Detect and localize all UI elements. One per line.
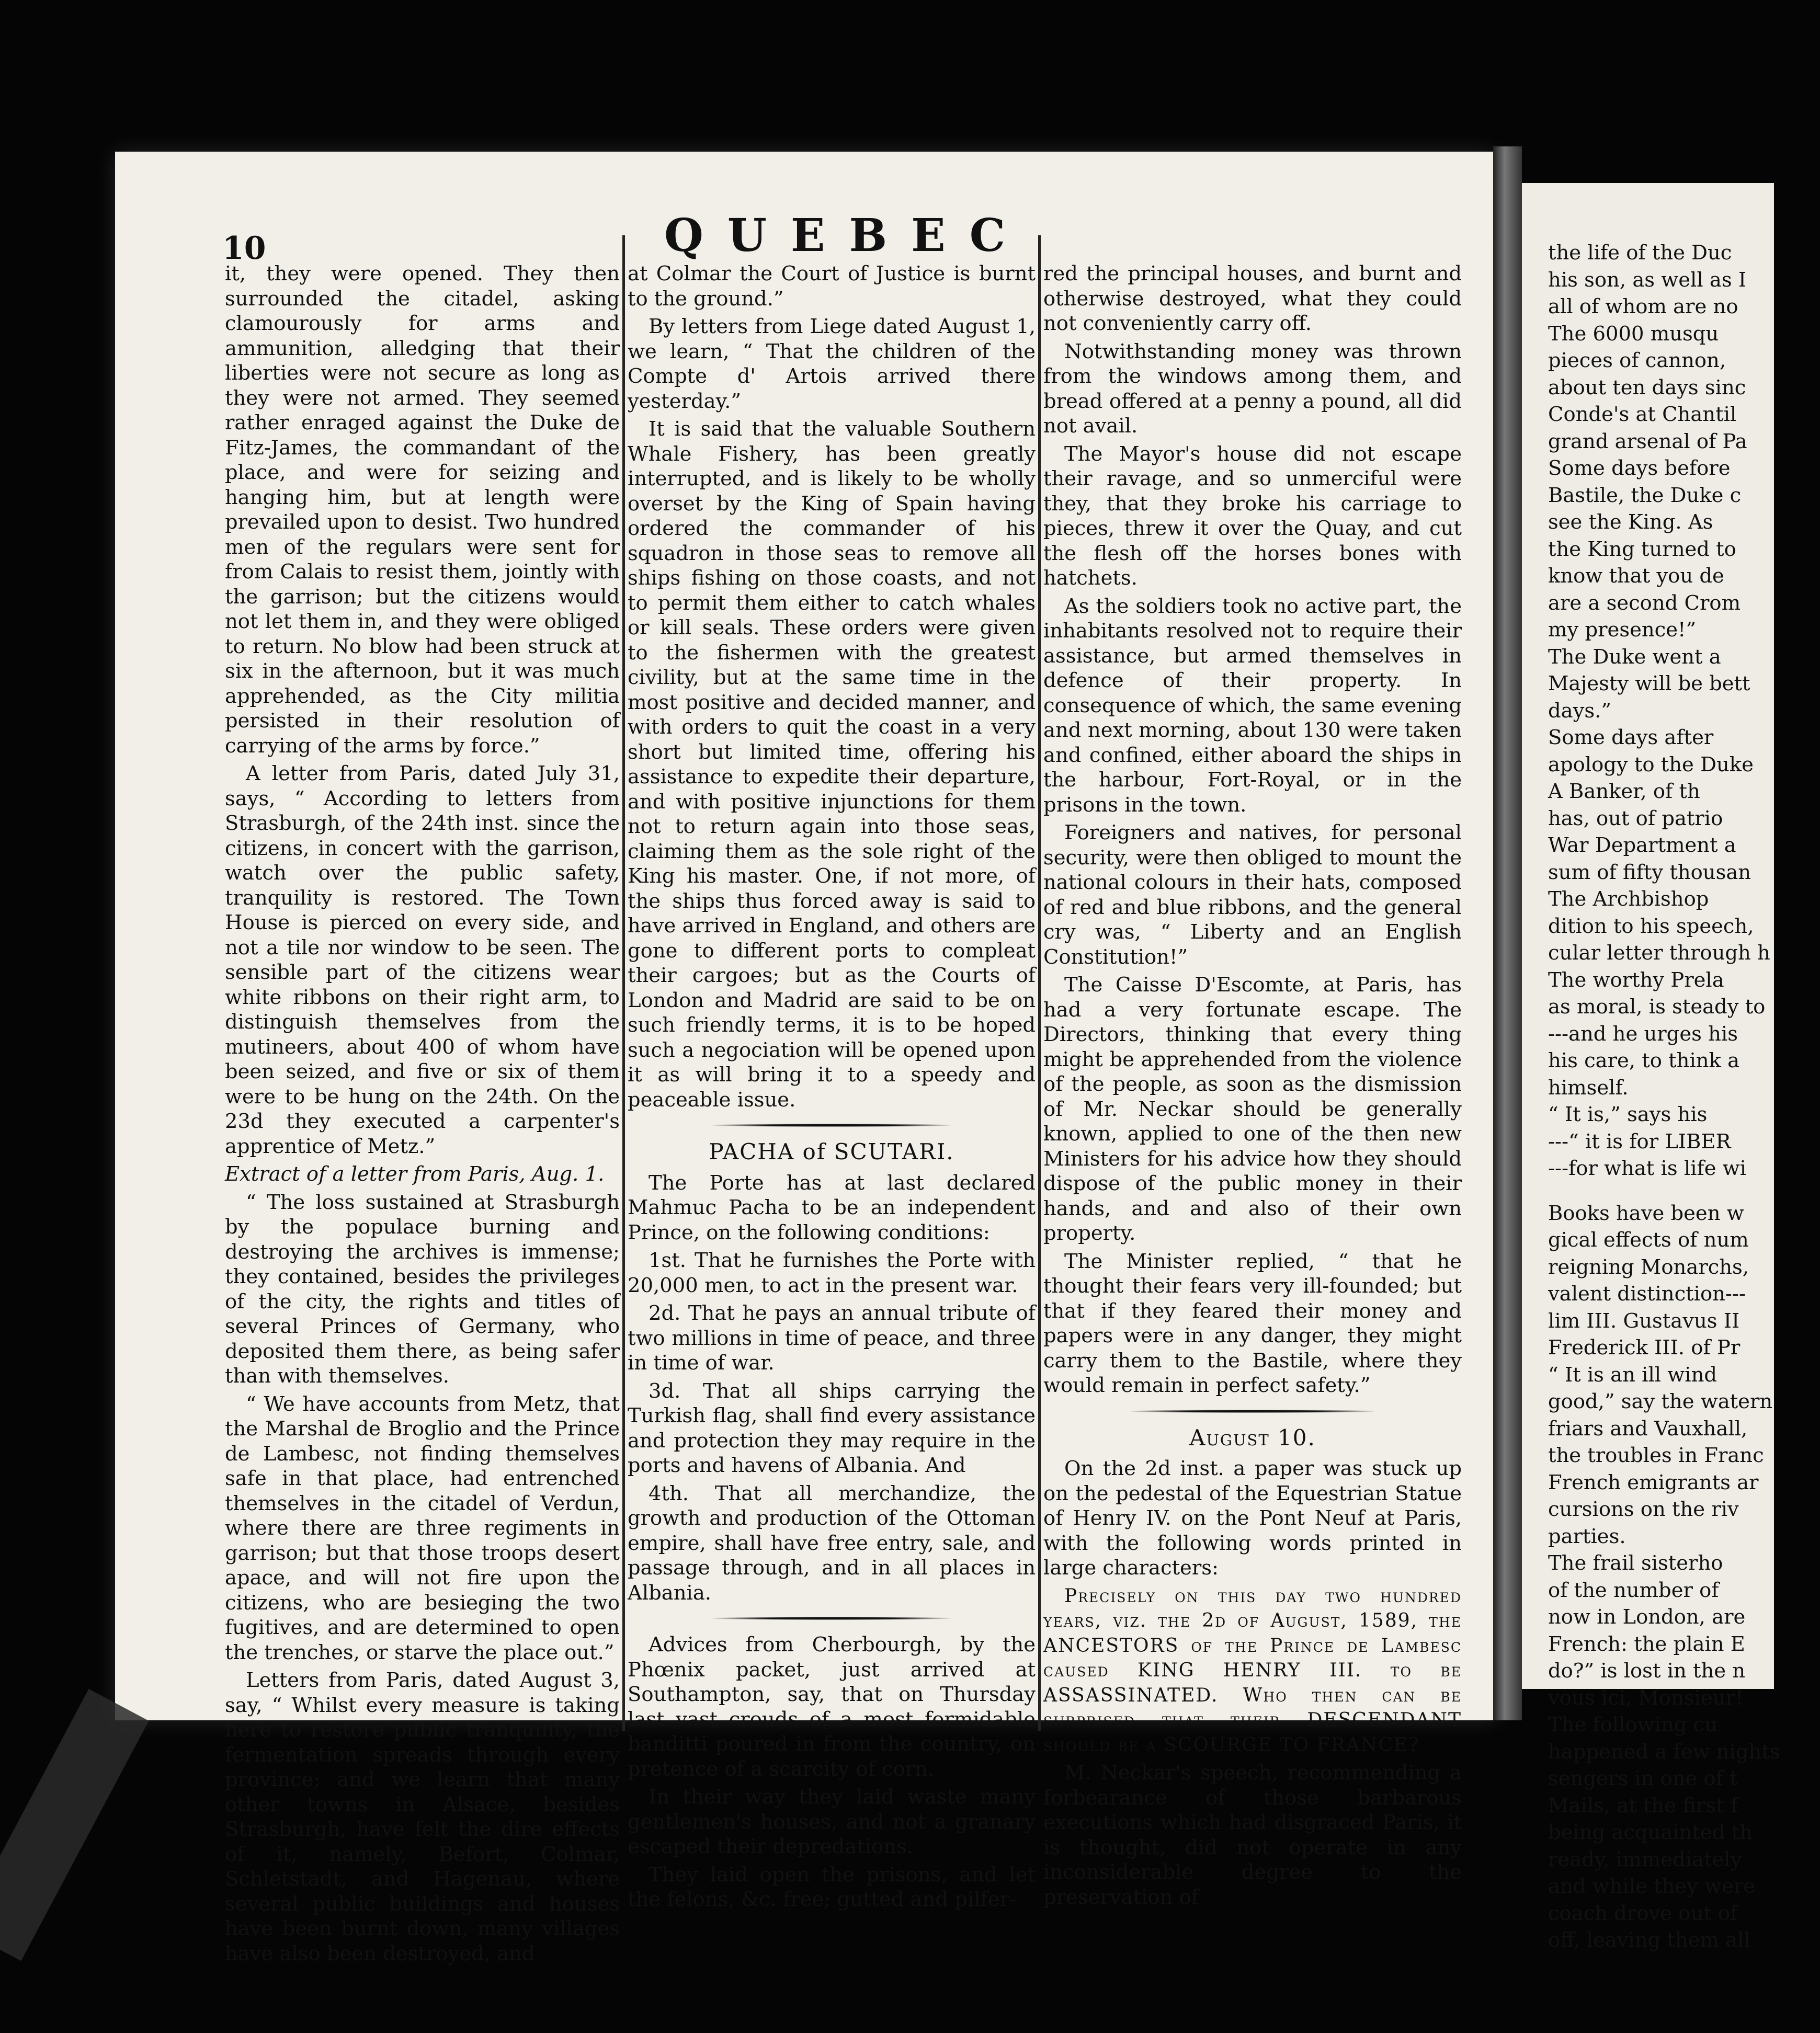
paragraph: “ The loss sustained at Strasburgh by the populace burning and destroying the archives is immense; they contained, besides the privileges of the city, the rights and titles of several Princes of Germany, who deposited them there, as being safer than with themselves.: [225, 1190, 620, 1388]
paragraph: A letter from Paris, dated July 31, says, “ According to letters from Strasburgh, of the 24th inst. since the citizens, in concert with the garrison, watch over the public safety, tranquility is restored. The Town House is pierced on every side, and not a tile nor window to be seen. The sensible part of the citizens wear white ribbons on their right arm, to distinguish themselves from the mutineers, about 400 of whom have been seized, and five or six of them were to be hung on the 24th. On the 23d they executed a carpenter's apprentice of Metz.”: [225, 762, 620, 1158]
text-line: pieces of cannon,: [1548, 349, 1726, 372]
section-heading: August 10.: [1189, 1424, 1316, 1450]
paragraph: red the principal houses, and burnt and otherwise destroyed, what they could not conveniently carry off.: [1043, 262, 1462, 335]
text-line: cursions on the riv: [1548, 1498, 1739, 1521]
text-line: do?” is lost in the n: [1548, 1659, 1746, 1683]
text-line: Some days before: [1548, 456, 1731, 480]
text-line: dition to his speech,: [1548, 914, 1754, 938]
text-line: the King turned to: [1548, 537, 1736, 561]
text-line: The Archbishop: [1548, 887, 1709, 911]
column-3: [1043, 261, 1462, 1909]
paragraph: The Mayor's house did not escape their ravage, and so unmerciful were they, that they broke his carriage to pieces, threw it over the Quay, and cut the flesh off the horses bones with hatchets.: [1043, 442, 1462, 590]
paragraph: 4th. That all merchandize, the growth and production of the Ottoman empire, shall have free entry, sale, and passage through, and in all places in Albania.: [628, 1481, 1036, 1605]
section-divider: [713, 1617, 950, 1620]
paragraph: Precisely on this day two hundred years, viz. the 2d of August, 1589, the ANCESTORS of the Prince de Lambesc caused KING HENRY III. to be ASSASSINATED. Who then can be surprised that their DESCENDANT should be a SCOURGE TO FRANCE?: [1043, 1585, 1462, 1756]
section-divider: [1131, 1410, 1374, 1413]
paragraph: M. Neckar's speech, recommending a forbearance of those barbarous executions which had disgraced Paris, it is thought, did not operate in any inconsiderable degree to the preservation of: [1043, 1761, 1462, 1909]
column-1: [225, 261, 620, 1966]
text-line: as moral, is steady to: [1548, 995, 1766, 1019]
text-line: my presence!”: [1548, 618, 1697, 642]
text-line: has, out of patrio: [1548, 806, 1723, 830]
text-line: coach drove out of: [1548, 1901, 1738, 1925]
text-line: “ It is an ill wind: [1548, 1363, 1717, 1387]
text-line: The frail sisterho: [1548, 1551, 1723, 1575]
text-line: cular letter through h: [1548, 941, 1770, 965]
paragraph: In their way they laid waste many gentlemen's houses, and not a granary escaped their depredations.: [628, 1785, 1036, 1858]
text-line: The 6000 musqu: [1548, 322, 1719, 346]
text-line: The Duke went a: [1548, 645, 1721, 669]
paragraph: On the 2d inst. a paper was stuck up on the pedestal of the Equestrian Statue of Henry IV. on the Pont Neuf at Paris, with the following words printed in large characters:: [1043, 1457, 1462, 1580]
scanner-clamp: [0, 1689, 149, 1961]
text-line: his son, as well as I: [1548, 268, 1747, 292]
facing-page: [1522, 183, 1780, 1952]
section-divider: [713, 1124, 950, 1127]
text-line: now in London, are: [1548, 1605, 1746, 1629]
paragraph: Advices from Cherbourgh, by the Phœnix packet, just arrived at Southampton, say, that on Thursday last vast crouds of a most formidable banditti poured in from the country, on pretence of a scarcity of corn.: [628, 1633, 1036, 1781]
text-line: ---“ it is for LIBER: [1548, 1129, 1731, 1153]
text-line: reigning Monarchs,: [1548, 1255, 1749, 1279]
column-rule: [622, 235, 625, 1731]
text-line: Majesty will be bett: [1548, 672, 1750, 695]
text-line: friars and Vauxhall,: [1548, 1417, 1748, 1441]
paragraph: It is said that the valuable Southern Whale Fishery, has been greatly interrupted, and is likely to be wholly overset by the King of Spain having ordered the commander of his squadron in those seas to remove all ships fishing on those coasts, and not to permit them either to catch whales or kill seals. These orders were given to the fishermen with the greatest civility, but at the same time in the most positive and decided manner, and with orders to quit the coast in a very short but limited time, offering his assistance to expedite their departure, and with positive injunctions for them not to return again into those seas, claiming them as the sole right of the King his master. One, if not more, of the ships thus forced away is said to have arrived in England, and others are gone to different ports to compleat their cargoes; but as the Courts of London and Madrid are said to be on such friendly terms, it is to be hoped such a negociation will be opened upon it as will bring it to a speedy and peaceable issue.: [628, 417, 1036, 1112]
text-line: about ten days sinc: [1548, 375, 1746, 399]
paragraph: The Caisse D'Escomte, at Paris, has had a very fortunate escape. The Directors, thinking that every thing might be apprehended from the violence of the people, as soon as the dismission of Mr. Neckar should be generally known, applied to one of the then new Ministers for his advice how they should dispose of the public money in their hands, and and also of their own property.: [1043, 973, 1462, 1245]
text-line: The following cu: [1548, 1713, 1718, 1737]
paragraph: it, they were opened. They then surrounded the citadel, asking clamourously for arms and ammunition, alledging that their liberties were not secure as long as they were not armed. They seemed rather enraged against the Duke de Fitz-James, the commandant of the place, and were for seizing and hanging him, but at length were prevailed upon to desist. Two hundred men of the regulars were sent for from Calais to resist them, jointly with the garrison; but the citizens would not let them in, and they were obliged to return. No blow had been struck at six in the afternoon, but it was much apprehended, as the City militia persisted in their resolution of carrying of the arms by force.”: [225, 262, 620, 758]
text-line: War Department a: [1548, 833, 1736, 857]
text-line: know that you de: [1548, 564, 1724, 588]
page-number: 10: [222, 230, 266, 267]
text-line: being acquainted th: [1548, 1821, 1753, 1844]
paragraph: By letters from Liege dated August 1, we learn, “ That the children of the Compte d' Artois arrived there yesterday.”: [628, 315, 1036, 413]
text-line: ---for what is life wi: [1548, 1157, 1746, 1180]
text-line: are a second Crom: [1548, 591, 1741, 615]
column-4: [1527, 241, 1820, 1952]
text-line: valent distinction---: [1548, 1282, 1746, 1306]
paragraph: They laid open the prisons, and let the felons, &c. free; gutted and pilfer-: [628, 1863, 1036, 1911]
text-line: Mails, at the first f: [1548, 1794, 1738, 1818]
paragraph: “ We have accounts from Metz, that the Marshal de Broglio and the Prince de Lambesc, not finding themselves safe in that place, had entrenched themselves in the citadel of Verdun, where there are three regiments in garrison; but that those troops desert apace, and will not fire upon the citizens, who are besieging the two fugitives, and are determined to open the trenches, or starve the place out.”: [225, 1392, 620, 1664]
masthead: QUEBEC: [664, 209, 1030, 262]
text-line: parties.: [1548, 1524, 1626, 1548]
text-line: “ It is,” says his: [1548, 1103, 1708, 1126]
book-gutter: [1493, 146, 1522, 1720]
paragraph: As the soldiers took no active part, the inhabitants resolved not to require their assistance, but armed themselves in defence of their property. In consequence of which, the same evening and next morning, about 130 were taken and confined, either aboard the ships in the harbour, Fort-Royal, or in the prisons in the town.: [1043, 594, 1462, 817]
section-heading: PACHA of SCUTARI.: [709, 1139, 954, 1164]
text-line: Some days after: [1548, 726, 1714, 749]
paragraph: Foreigners and natives, for personal security, were then obliged to mount the national colours in their hats, composed of red and blue ribbons, and the general cry was, “ Liberty and an English Constitution!”: [1043, 821, 1462, 969]
text-line: lim III. Gustavus II: [1548, 1309, 1740, 1333]
text-line: French: the plain E: [1548, 1632, 1745, 1656]
text-line: see the King. As: [1548, 510, 1713, 534]
text-line: days.”: [1548, 699, 1612, 723]
text-line: all of whom are no: [1548, 295, 1738, 318]
column-rule: [1038, 235, 1041, 1731]
text-line: Conde's at Chantil: [1548, 403, 1737, 426]
text-line: gical effects of num: [1548, 1228, 1749, 1252]
text-line: grand arsenal of Pa: [1548, 429, 1747, 453]
text-line: Frederick III. of Pr: [1548, 1336, 1741, 1360]
text-line: off, leaving them all: [1548, 1928, 1750, 1952]
text-line: the troubles in Franc: [1548, 1444, 1764, 1467]
text-line: happened a few nights: [1548, 1740, 1780, 1764]
paragraph: The Porte has at last declared Mahmuc Pacha to be an independent Prince, on the following conditions:: [628, 1171, 1036, 1244]
text-line: French emigrants ar: [1548, 1470, 1759, 1494]
text-line: sengers in one of t: [1548, 1767, 1738, 1790]
text-line: himself.: [1548, 1076, 1629, 1100]
paragraph: 3d. That all ships carrying the Turkish flag, shall find every assistance and protection they may require in the ports and havens of Albania. And: [628, 1379, 1036, 1477]
column-2: [628, 261, 1036, 1911]
text-line: and while they were: [1548, 1875, 1755, 1898]
text-line: A Banker, of th: [1548, 780, 1700, 803]
text-line: his care, to think a: [1548, 1049, 1740, 1072]
text-line: Books have been w: [1548, 1201, 1744, 1225]
text-line: sum of fifty thousan: [1548, 860, 1751, 884]
paragraph: 1st. That he furnishes the Porte with 20,000 men, to act in the present war.: [628, 1249, 1036, 1297]
text-line: the life of the Duc: [1548, 241, 1732, 265]
text-line: The worthy Prela: [1548, 968, 1724, 992]
paragraph: Letters from Paris, dated August 3, say, “ Whilst every measure is taking here to restore public tranquility, the fermentation spreads through every province; and we learn that many other towns in Alsace, besides Strasburgh, have felt the dire effects of it, namely, Befort, Colmar, Schletstadt, and Hagenau, where several public buildings and houses have been burnt down, many villages have also been destroyed, and: [225, 1669, 620, 1966]
paragraph: at Colmar the Court of Justice is burnt to the ground.”: [628, 262, 1036, 311]
text-line: vous ici, Monsieur!: [1548, 1686, 1744, 1710]
newspaper-page: [115, 152, 1496, 1966]
text-line: Bastile, the Duke c: [1548, 483, 1742, 507]
paragraph: 2d. That he pays an annual tribute of two millions in time of peace, and three in time of war.: [628, 1301, 1036, 1375]
paragraph: Notwithstanding money was thrown from the windows among them, and bread offered at a penny a pound, all did not avail.: [1043, 339, 1462, 438]
text-line: of the number of: [1548, 1578, 1719, 1602]
text-line: apology to the Duke: [1548, 752, 1754, 776]
paragraph: The Minister replied, “ that he thought their fears very ill-founded; but that if they feared their money and papers were in any danger, they might carry them to the Bastile, where they would remain in perfect safety.”: [1043, 1249, 1462, 1397]
text-line: [1527, 1183, 1820, 1199]
extract-heading: Extract of a letter from Paris, Aug. 1.: [225, 1162, 605, 1186]
text-line: good,” say the watern: [1548, 1390, 1773, 1413]
text-line: ---and he urges his: [1548, 1022, 1738, 1046]
text-line: ready, immediately: [1548, 1847, 1742, 1871]
